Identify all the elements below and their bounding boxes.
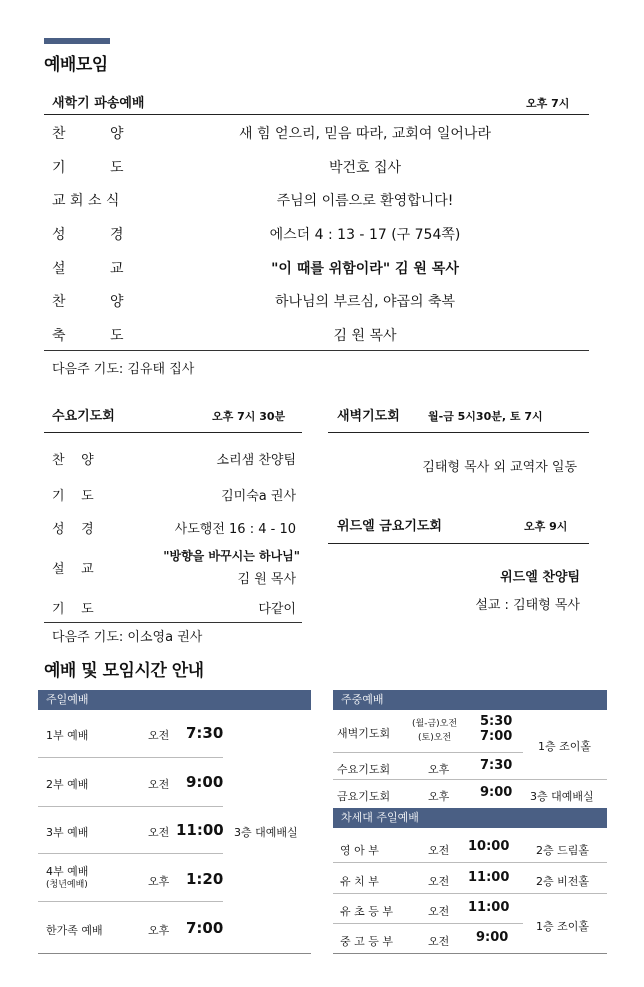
order-value: 새 힘 얻으리, 믿음 따라, 교회여 일어나라	[239, 126, 491, 142]
wed-next-prayer: 다음주 기도: 이소영a 권사	[52, 630, 203, 645]
service-subname: (청년예배)	[46, 880, 88, 890]
wed-label: 찬 양	[52, 453, 94, 468]
service-time: 7:30	[480, 758, 513, 773]
row-divider	[38, 901, 223, 902]
service-time: 9:00	[186, 773, 224, 791]
service-name: 수요기도회	[337, 763, 391, 776]
order-value: 박건호 집사	[328, 160, 402, 176]
divider	[44, 432, 302, 433]
row-divider	[333, 923, 523, 924]
divider	[44, 350, 589, 351]
sunday-service-title: 새학기 파송예배	[52, 96, 145, 111]
service-name: 한가족 예배	[46, 924, 103, 937]
service-place: 2층 드림홀	[536, 844, 589, 857]
ampm: 오전	[428, 935, 450, 948]
table-bottom-line	[38, 953, 311, 954]
row-divider	[333, 893, 607, 894]
wed-value: 김미숙a 권사	[221, 489, 296, 504]
wed-label: 성 경	[52, 522, 94, 537]
service-time: 11:00	[468, 900, 510, 915]
service-name: 영 아 부	[340, 844, 379, 857]
wed-label: 기 도	[52, 489, 94, 504]
order-label: 찬 양	[52, 126, 124, 142]
wed-label: 기 도	[52, 602, 94, 617]
divider	[328, 543, 589, 544]
ampm: 오전	[148, 729, 170, 742]
order-label: 축 도	[52, 328, 124, 344]
table-bottom-line	[333, 953, 607, 954]
friday-team: 위드엘 찬양팀	[500, 570, 580, 585]
order-label: 교 회 소 식	[52, 193, 120, 209]
service-place: 3층 대예배실	[530, 790, 594, 803]
service-name: 중 고 등 부	[340, 935, 393, 948]
service-name: 유 치 부	[340, 875, 379, 888]
order-label: 기 도	[52, 160, 124, 176]
service-time: 7:00	[186, 919, 224, 937]
friday-title: 위드엘 금요기도회	[337, 519, 442, 534]
service-time: 5:30	[480, 714, 513, 729]
ampm: 오전	[148, 826, 170, 839]
dawn-desc: 김태형 목사 외 교역자 일동	[422, 460, 577, 475]
wednesday-title: 수요기도회	[52, 409, 115, 424]
order-label: 성 경	[52, 227, 124, 243]
wed-label: 설 교	[52, 562, 94, 577]
ampm: 오전	[148, 778, 170, 791]
service-name: 3부 예배	[46, 826, 89, 839]
dawn-time: 월-금 5시30분, 토 7시	[428, 410, 543, 423]
nextgen-table-header: 차세대 주일예배	[333, 808, 607, 828]
wed-value: 소리샘 찬양팀	[216, 453, 296, 468]
order-value: 에스더 4 : 13 - 17 (구 754쪽)	[269, 227, 461, 243]
row-divider	[38, 757, 223, 758]
friday-preacher: 설교 : 김태형 목사	[475, 598, 580, 613]
wed-value: 사도행전 16 : 4 - 10	[174, 522, 296, 537]
title-accent-bar	[44, 38, 110, 44]
ampm: 오후	[148, 875, 170, 888]
service-time: 9:00	[480, 785, 513, 800]
service-time: 11:00	[468, 870, 510, 885]
friday-time: 오후 9시	[524, 520, 568, 533]
wed-value: "방향을 바꾸시는 하나님"	[163, 549, 300, 563]
row-divider	[333, 779, 607, 780]
schedule-title: 예배 및 모임시간 안내	[44, 661, 204, 681]
service-time: 7:00	[480, 729, 513, 744]
ampm: 오전	[428, 875, 450, 888]
sunday-service-time: 오후 7시	[526, 97, 570, 110]
order-value: "이 때를 위함이라" 김 원 목사	[271, 261, 459, 277]
row-divider	[333, 862, 607, 863]
weekday-table-header: 주중예배	[333, 690, 607, 710]
order-label: 찬 양	[52, 294, 124, 310]
service-time: 10:00	[468, 839, 510, 854]
ampm: 오후	[428, 763, 450, 776]
divider	[328, 432, 589, 433]
wed-value: 김 원 목사	[237, 572, 296, 587]
service-place: 2층 비전홀	[536, 875, 589, 888]
service-time: 9:00	[476, 930, 509, 945]
service-name: 유 초 등 부	[340, 905, 393, 918]
dawn-title: 새벽기도회	[337, 409, 400, 424]
ampm: 오전	[428, 905, 450, 918]
wednesday-time: 오후 7시 30분	[212, 410, 286, 423]
service-place: 1층 조이홀	[536, 920, 589, 933]
service-time: 7:30	[186, 724, 224, 742]
service-name: 1부 예배	[46, 729, 89, 742]
order-value: 김 원 목사	[333, 328, 397, 344]
service-time: 1:20	[186, 870, 224, 888]
ampm: 오전	[428, 844, 450, 857]
sunday-table-header: 주일예배	[38, 690, 311, 710]
service-name: 2부 예배	[46, 778, 89, 791]
service-place: 1층 조이홀	[538, 740, 591, 753]
row-divider	[333, 752, 523, 753]
ampm: 오후	[148, 924, 170, 937]
order-label: 설 교	[52, 261, 124, 277]
page-title: 예배모임	[44, 55, 108, 75]
service-name: 4부 예배	[46, 865, 89, 878]
row-divider	[38, 853, 223, 854]
service-time: 11:00	[176, 821, 224, 839]
divider	[44, 114, 589, 115]
ampm: (토)오전	[418, 733, 452, 743]
service-name: 새벽기도회	[337, 727, 391, 740]
order-value: 주님의 이름으로 환영합니다!	[276, 193, 454, 209]
next-prayer: 다음주 기도: 김유태 집사	[52, 362, 195, 377]
wed-value: 다같이	[258, 602, 296, 617]
order-value: 하나님의 부르심, 야곱의 축복	[274, 294, 456, 310]
service-name: 금요기도회	[337, 790, 391, 803]
ampm: (월-금)오전	[412, 719, 458, 729]
ampm: 오후	[428, 790, 450, 803]
service-place: 3층 대예배실	[234, 826, 298, 839]
divider	[44, 622, 302, 623]
row-divider	[38, 806, 223, 807]
